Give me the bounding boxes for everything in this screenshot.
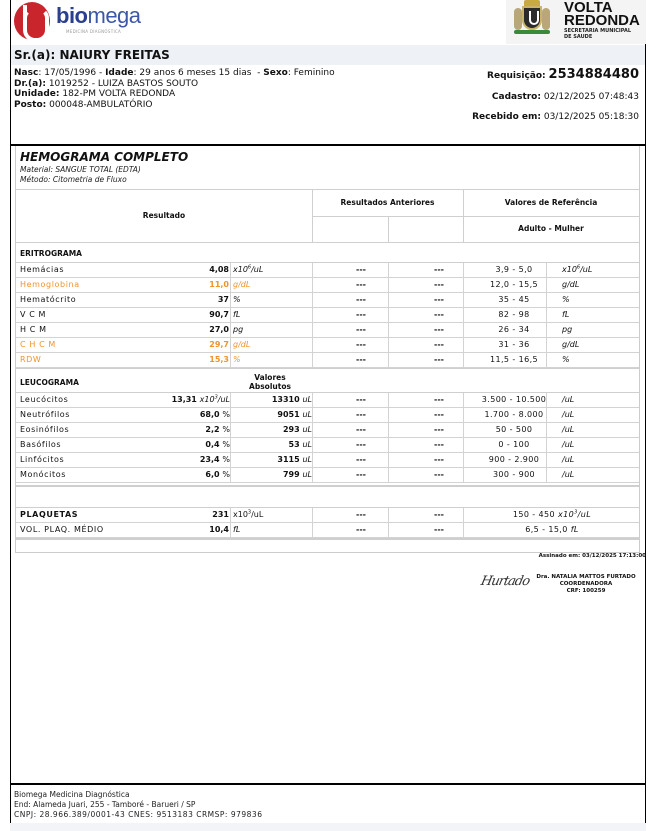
exam-meta <box>20 165 141 185</box>
footer <box>14 790 262 820</box>
post-line: Posto: 000048-AMBULATÓRIO <box>14 99 153 110</box>
previous-result-1: --- <box>356 440 366 449</box>
section-leucograma: LEUCOGRAMA <box>20 378 79 387</box>
reference-unit: pg <box>562 325 573 334</box>
signer-role: COORDENADORA <box>559 581 613 587</box>
page-frame-left <box>10 0 11 831</box>
analyte-value: 4,08 <box>209 265 229 274</box>
sex: Feminino <box>293 68 335 78</box>
reference-unit: % <box>562 355 570 364</box>
previous-result-2: --- <box>434 395 444 404</box>
result-row <box>16 453 639 468</box>
reference-range: 31 - 36 <box>498 340 530 349</box>
analyte-value: 68,0 % <box>199 410 230 419</box>
cell-divider <box>230 468 231 483</box>
analyte-unit: % <box>222 410 230 419</box>
analyte-name: Basófilos <box>20 440 62 449</box>
result-row <box>16 423 639 438</box>
previous-result-1: --- <box>356 470 366 479</box>
patient-name: Sr.(a): NAIURY FREITAS <box>14 48 170 62</box>
reference-range: 26 - 34 <box>498 325 530 334</box>
cell-divider <box>312 263 313 278</box>
cell-divider <box>312 393 313 408</box>
cell-divider <box>312 408 313 423</box>
signed-at: Assinado em: 03/12/2025 17:13:00 <box>538 553 646 559</box>
signer-crf: CRF: 100259 <box>566 588 606 594</box>
doctor-line: Dr.(a): 1019252 - LUIZA BASTOS SOUTO <box>14 78 199 89</box>
reference-range: 300 - 900 <box>492 470 536 479</box>
analyte-unit: g/dL <box>233 280 251 289</box>
analyte-value: 27,0 <box>209 325 229 334</box>
analyte-name: VOL. PLAQ. MÉDIO <box>20 525 104 534</box>
cell-divider <box>312 293 313 308</box>
previous-result-1: --- <box>356 265 366 274</box>
reference-range: 1.700 - 8.000 <box>484 410 544 419</box>
analyte-unit: $x10^6/uL$ <box>233 264 264 274</box>
cell-divider <box>230 508 231 523</box>
analyte-unit: fL <box>233 525 241 534</box>
footer-band <box>10 823 646 831</box>
analyte-name: Leucócitos <box>20 395 69 404</box>
analyte-name: Neutrófilos <box>20 410 71 419</box>
analyte-unit: $x10^3/uL$ <box>233 509 264 519</box>
reference-unit: $x10^3/uL$ <box>557 509 592 519</box>
cell-divider <box>312 353 313 368</box>
previous-result-2: --- <box>434 280 444 289</box>
unit-line: Unidade: 182-PM VOLTA REDONDA <box>14 89 176 99</box>
partner-title <box>564 1 640 27</box>
reference-unit: /uL <box>562 470 575 479</box>
reference-range: 0 - 100 <box>498 440 530 449</box>
requisition-number: 2534884480 <box>548 67 639 82</box>
result-row <box>16 338 639 353</box>
analyte-value: 23,4 % <box>199 455 230 464</box>
analyte-name: PLAQUETAS <box>20 510 79 519</box>
biomega-wordmark <box>56 3 141 29</box>
reference-range: 900 - 2.900 <box>488 455 540 464</box>
age: 29 anos 6 meses 15 dias <box>139 68 252 78</box>
footer-company: Biomega Medicina Diagnóstica <box>14 790 130 799</box>
previous-result-1: --- <box>356 425 366 434</box>
reference-range: 12,0 - 15,5 <box>490 280 538 289</box>
patient-demographics: Nasc: 17/05/1996 - Idade: 29 anos 6 meses 15 dias - Sexo: Feminino <box>14 68 335 78</box>
cell-divider <box>230 408 231 423</box>
reference-unit: fL <box>570 525 579 534</box>
footer-registry: CNPJ: 28.966.389/0001-43 CNES: 9513183 CRMSP: 979836 <box>14 810 263 819</box>
analyte-value: 0,4 % <box>205 440 230 449</box>
cell-divider <box>230 308 231 323</box>
previous-result-1: --- <box>356 355 366 364</box>
analyte-unit: % <box>222 440 230 449</box>
analyte-name: C H C M <box>20 340 56 349</box>
analyte-unit: % <box>222 455 230 464</box>
cell-divider <box>230 453 231 468</box>
partner-title-line1: VOLTA <box>564 0 613 16</box>
signature-image: Hurtado <box>479 574 531 589</box>
column-header-reference: Valores de Referência <box>504 198 598 207</box>
analyte-value: 231 <box>212 510 229 519</box>
analyte-name: V C M <box>20 310 47 319</box>
analyte-value: 13,31 $x10^3/uL$ <box>171 394 230 404</box>
reference-unit: /uL <box>562 395 575 404</box>
exam-material: Material: SANGUE TOTAL (EDTA) <box>20 165 141 174</box>
reference-unit: /uL <box>562 440 575 449</box>
reference-range: 6,5 - 15,0 fL <box>525 525 579 534</box>
cell-divider <box>230 338 231 353</box>
previous-result-2: --- <box>434 265 444 274</box>
result-row <box>16 323 639 338</box>
partner-sub-line1: SECRETARIA MUNICIPAL <box>564 28 632 34</box>
city-crest-icon <box>512 0 552 42</box>
result-row <box>16 408 639 423</box>
page-frame-right <box>645 0 646 831</box>
analyte-value: 10,4 <box>209 525 229 534</box>
cell-divider <box>312 468 313 483</box>
absolute-value: 799 uL <box>282 470 312 479</box>
analyte-unit: % <box>233 355 241 364</box>
received-date: Recebido em: 03/12/2025 05:18:30 <box>472 112 639 122</box>
analyte-value: 15,3 <box>209 355 229 364</box>
cell-divider <box>312 453 313 468</box>
volta-redonda-logo <box>506 0 646 44</box>
analyte-unit: g/dL <box>233 340 251 349</box>
previous-result-1: --- <box>356 295 366 304</box>
result-row <box>16 508 639 523</box>
analyte-value: 11,0 <box>209 280 229 289</box>
reference-unit: /uL <box>562 425 575 434</box>
result-row <box>16 393 639 408</box>
cell-divider <box>230 438 231 453</box>
abs-values-header: Valores Absolutos <box>249 373 291 391</box>
analyte-name: H C M <box>20 325 47 334</box>
analyte-name: Eosinófilos <box>20 425 70 434</box>
previous-result-2: --- <box>434 310 444 319</box>
analyte-unit: % <box>222 425 230 434</box>
cell-divider <box>312 323 313 338</box>
reference-range: 150 - 450 $x10^3/uL$ <box>512 509 592 519</box>
previous-result-2: --- <box>434 470 444 479</box>
previous-result-2: --- <box>434 425 444 434</box>
result-row <box>16 438 639 453</box>
analyte-value: 2,2 % <box>205 425 230 434</box>
biomega-logo-icon <box>14 2 50 40</box>
cell-divider <box>312 523 313 538</box>
result-row <box>16 308 639 323</box>
footer-divider <box>10 783 646 785</box>
requisition: Requisição: 2534884480 <box>487 67 639 82</box>
absolute-value: 53 uL <box>288 440 312 449</box>
analyte-name: Hemoglobina <box>20 280 80 289</box>
column-header-reference-group: Adulto - Mulher <box>518 224 584 233</box>
analyte-unit: % <box>222 470 230 479</box>
previous-result-1: --- <box>356 280 366 289</box>
analyte-unit: % <box>233 295 241 304</box>
exam-title: HEMOGRAMA COMPLETO <box>20 150 189 164</box>
result-row <box>16 353 639 368</box>
cell-divider <box>230 278 231 293</box>
brand-tagline: MEDICINA DIAGNÓSTICA <box>66 29 122 34</box>
cell-divider <box>230 293 231 308</box>
analyte-unit: $x10^3/uL$ <box>199 394 230 404</box>
cell-divider <box>230 393 231 408</box>
analyte-name: RDW <box>20 355 42 364</box>
previous-result-1: --- <box>356 310 366 319</box>
analyte-value: 6,0 % <box>205 470 230 479</box>
previous-result-2: --- <box>434 455 444 464</box>
absolute-value: 3115 uL <box>277 455 312 464</box>
cell-divider <box>230 353 231 368</box>
result-row <box>16 278 639 293</box>
analyte-name: Hemácias <box>20 265 65 274</box>
cell-divider <box>312 308 313 323</box>
previous-result-2: --- <box>434 340 444 349</box>
analyte-unit: pg <box>233 325 244 334</box>
reference-unit: $x10^6/uL$ <box>562 264 593 274</box>
brand-light: mega <box>87 3 141 28</box>
previous-result-1: --- <box>356 325 366 334</box>
registration-date: Cadastro: 02/12/2025 07:48:43 <box>491 92 639 102</box>
reference-range: 82 - 98 <box>498 310 530 319</box>
partner-sub-line2: DE SAUDE <box>564 34 593 40</box>
previous-result-2: --- <box>434 525 444 534</box>
reference-range: 3.500 - 10.500 <box>481 395 547 404</box>
reference-unit: /uL <box>562 455 575 464</box>
previous-result-2: --- <box>434 355 444 364</box>
previous-result-1: --- <box>356 340 366 349</box>
cell-divider <box>312 508 313 523</box>
previous-result-2: --- <box>434 325 444 334</box>
footer-address: End: Alameda Juari, 255 - Tamboré - Barueri / SP <box>14 800 196 809</box>
reference-range: 35 - 45 <box>498 295 530 304</box>
reference-range: 50 - 500 <box>495 425 533 434</box>
cell-divider <box>312 278 313 293</box>
exam-method: Método: Citometria de Fluxo <box>20 175 127 184</box>
absolute-value: 13310 uL <box>271 395 312 404</box>
previous-result-2: --- <box>434 440 444 449</box>
cell-divider <box>312 423 313 438</box>
result-row <box>16 263 639 278</box>
previous-result-1: --- <box>356 455 366 464</box>
previous-result-1: --- <box>356 525 366 534</box>
analyte-value: 29,7 <box>209 340 229 349</box>
patient-info <box>14 68 335 110</box>
cell-divider <box>230 323 231 338</box>
reference-range: 11,5 - 16,5 <box>490 355 538 364</box>
biomega-logo <box>12 0 142 42</box>
result-row <box>16 293 639 308</box>
analyte-value: 37 <box>217 295 229 304</box>
analyte-value: 90,7 <box>209 310 229 319</box>
cell-divider <box>230 263 231 278</box>
reference-unit: g/dL <box>562 280 580 289</box>
analyte-unit: fL <box>233 310 241 319</box>
cell-divider <box>312 438 313 453</box>
cell-divider <box>230 523 231 538</box>
column-header-result: Resultado <box>142 211 186 220</box>
partner-subtitle <box>564 28 631 40</box>
analyte-name: Hematócrito <box>20 295 77 304</box>
reference-range: 3,9 - 5,0 <box>495 265 533 274</box>
previous-result-1: --- <box>356 395 366 404</box>
reference-unit: % <box>562 295 570 304</box>
section-eritrograma: ERITROGRAMA <box>20 249 82 258</box>
previous-result-2: --- <box>434 510 444 519</box>
reference-unit: /uL <box>562 410 575 419</box>
birth-date: 17/05/1996 <box>44 68 97 78</box>
previous-result-2: --- <box>434 295 444 304</box>
result-row <box>16 468 639 483</box>
reference-unit: fL <box>562 310 570 319</box>
signer-name: Dra. NATALIA MATTOS FURTADO <box>536 574 636 580</box>
analyte-name: Linfócitos <box>20 455 65 464</box>
signer-block <box>528 574 644 595</box>
brand-bold: bio <box>56 3 88 28</box>
column-header-previous: Resultados Anteriores <box>340 198 435 207</box>
reference-unit: g/dL <box>562 340 580 349</box>
partner-title-line2: REDONDA <box>564 12 640 29</box>
analyte-name: Monócitos <box>20 470 66 479</box>
previous-result-2: --- <box>434 410 444 419</box>
cell-divider <box>230 423 231 438</box>
absolute-value: 9051 uL <box>277 410 312 419</box>
cell-divider <box>312 338 313 353</box>
result-row <box>16 523 639 538</box>
previous-result-1: --- <box>356 410 366 419</box>
absolute-value: 293 uL <box>282 425 312 434</box>
previous-result-1: --- <box>356 510 366 519</box>
